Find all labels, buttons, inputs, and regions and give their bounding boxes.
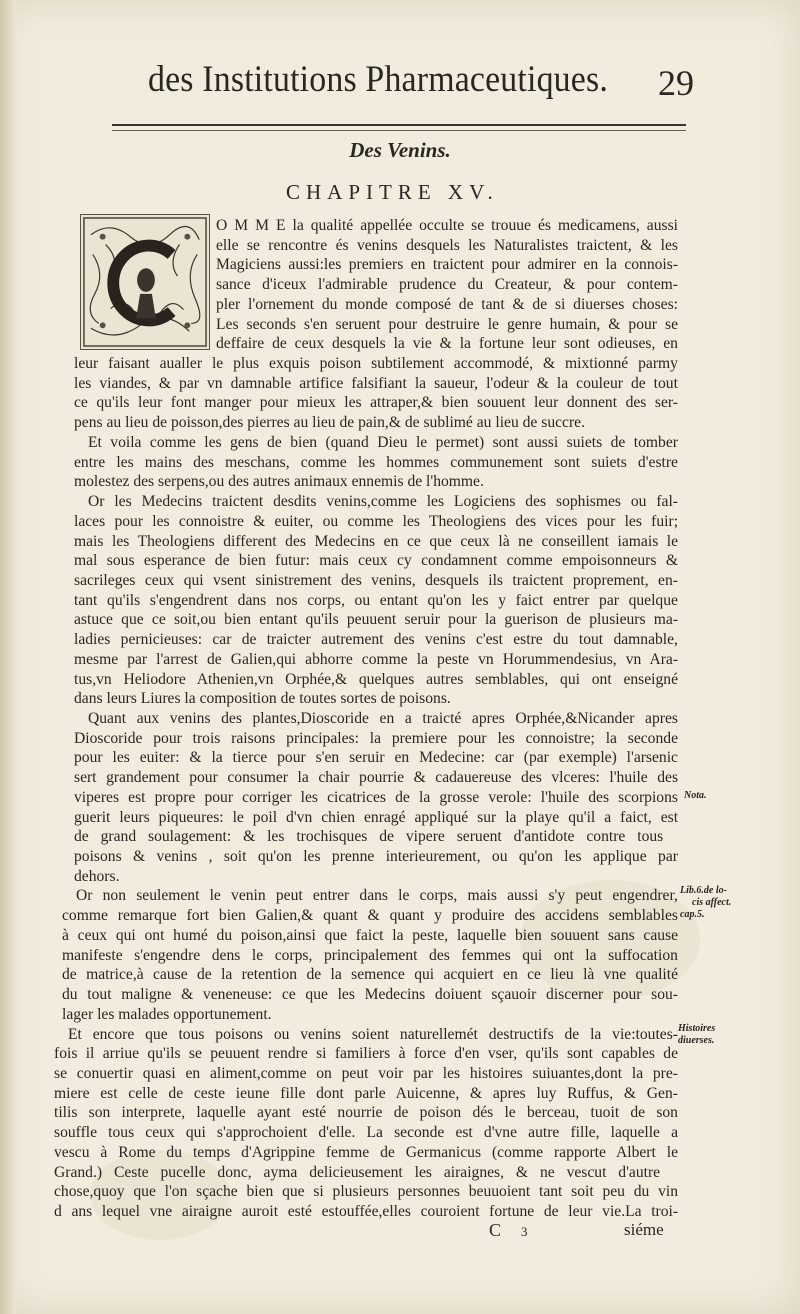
text-line: lager les malades opportunement. — [62, 1005, 272, 1023]
text-line: dans leurs Liures la composition de toutes sortes de poisons. — [74, 690, 451, 708]
text-line: elle se rencontre és venins desquels les Naturalistes traictent, & les — [216, 236, 678, 254]
text-line: se conuertir quasi en aliment,comme on peut voir par les histoires suiuantes,dont la pre- — [54, 1064, 678, 1082]
page-gutter-edge — [0, 0, 16, 1314]
text-line: sert grandement pour consumer la chair pourrie & cadauereuse des vlceres: l'huile des — [74, 769, 679, 787]
text-line: laces pour les connoistre & euiter, ou comme les Theologiens des vices pour les fuir; — [74, 512, 679, 530]
text-line: Or les Medecins traictent desdits venins,comme les Logiciens des sophismes ou fal- — [88, 493, 679, 511]
text-line: Et voila comme les gens de bien (quand Dieu le permet) sont aussi suiets de tomber — [88, 433, 678, 451]
margin-note-histoires-2: diuerses. — [678, 1035, 715, 1046]
section-title: Des Venins. — [349, 138, 451, 162]
text-line: Or non seulement le venin peut entrer dans le corps, mais aussi s'y peut engendrer, — [76, 887, 678, 905]
catchword: siéme — [624, 1220, 664, 1239]
text-line: mais les Theologiens different des Medecins en ce que ceux là ne conseillent iamais le — [74, 532, 679, 550]
margin-note-histoires-1: Histoires — [678, 1023, 716, 1034]
text-line: pens au lieu de poisson,des pierres au lieu de pain,& de sublimé au lieu de succre. — [74, 414, 585, 432]
text-line: manifeste s'engendre dens le corps, principalement des femmes qui ont la suffocation — [62, 946, 678, 964]
margin-note-nota: Nota. — [684, 790, 707, 801]
text-line: ce qu'ils leur font manger pour mieux les attraper,& bien souuent leur donnent des ser- — [74, 394, 678, 412]
text-line: deffaire de ceux desquels la vie & la fortune leur sont odieuses, en — [216, 335, 678, 353]
text-line: Les seconds s'en seruent pour destruire le genre humain, & pour se — [216, 315, 678, 333]
text-line: de matrice,à cause de la retention de la semence qui acquiert en ce lieu là vne qualité — [62, 966, 678, 984]
text-line: tus,vn Heliodore Athenien,vn Orphée,& quelques autres semblables, qui ont enseigné — [74, 670, 679, 688]
text-line: Et encore que tous poisons ou venins soient naturellemét destructifs de la vie:toutes- — [68, 1025, 678, 1043]
text-line: sacrileges ceux qui vsent sinistrement des venins, desquels ils traictent proprement, en- — [74, 571, 678, 589]
text-line: mal sous esperance de bien futur: mais ceux cy condamnent comme empoisonneurs & — [74, 552, 678, 570]
text-line: comme remarque fort bien Galien,& quant & quant y produire des accidens semblables — [62, 907, 678, 925]
text-line: de grand soulagement: & les trochisques de vipere seruent d'antidote contre tous — [74, 828, 664, 846]
text-line: mesme par l'arrest de Galien,qui abhorre comme la peste vn Horummendesius, vn Ara- — [74, 650, 679, 668]
signature-number: 3 — [521, 1224, 528, 1239]
text-line: ladies pernicieuses: car de traicter autrement des venins c'est estre du tout damnable, — [74, 631, 678, 649]
signature-mark — [489, 1220, 528, 1241]
text-line: Grand.) Ceste pucelle donc, ayma delicieusement les airaignes, & ne vescut d'autre — [54, 1163, 661, 1181]
margin-note-reference-2: cis affect. — [692, 897, 732, 908]
header-rule — [112, 124, 686, 126]
margin-note-reference-1: Lib.6.de lo- — [680, 885, 727, 896]
ornamental-initial-art — [81, 215, 209, 349]
header-rule-thin — [112, 130, 686, 131]
text-line: pour les euiter: & la tierce pour s'en seruir en Medecine: car (par exemple) l'arsenic — [74, 749, 678, 767]
text-line: d ans lequel vne airaigne auroit esté estouffée,elles couroient fortune de leur vie.La troi- — [54, 1203, 679, 1220]
text-line: Dioscoride pour trois raisons principales: la premiere pour les connoistre; la seconde — [74, 729, 678, 747]
text-line: viperes est propre pour corriger les cicatrices de la grosse verole: l'huile des scorpions — [74, 788, 678, 806]
text-line: guerit leurs piqueures: le poil d'vn chien enragé appliqué sur la playe qu'il a faict, est — [74, 808, 679, 826]
text-line: miere est celle de ceste ieune fille dont parle Auicenne, & apres luy Ruffus, & Gen- — [54, 1084, 678, 1102]
text-line: tant qu'ils s'engendrent dans nos corps, ou entant qu'on les y faict entrer par quelque — [74, 591, 678, 609]
page-number: 29 — [658, 63, 694, 103]
chapter-title: CHAPITRE XV. — [286, 180, 499, 204]
text-line: pler l'ornement du monde composé de tant & de si diuerses choses: — [216, 295, 678, 313]
ornamental-initial — [80, 214, 210, 350]
text-line: du tout maligne & veneneuse: ce que les Medecins doiuent sçauoir discerner pour sou- — [62, 986, 678, 1004]
text-line: leur faisant aualler le plus exquis poison subtilement accommodé, & mixtionné parmy — [74, 355, 678, 373]
text-line: sance d'iceux l'admirable prudence du Createur, & pour contem- — [216, 276, 678, 294]
running-title: des Institutions Pharmaceutiques. — [148, 59, 609, 100]
text-line: astuce que ce soit,ou bien entant qu'ils peuuent seruir pour la guerison de plusieurs ma- — [74, 611, 679, 629]
signature-letter: C — [489, 1220, 502, 1240]
margin-note-reference-3: cap.5. — [680, 909, 705, 920]
text-line: dehors. — [74, 867, 120, 885]
text-line: molestez des serpens,ou des autres animaux ennemis de l'homme. — [74, 473, 484, 491]
text-line: Quant aux venins des plantes,Dioscoride en a traicté apres Orphée,&Nicander apres — [88, 710, 678, 727]
text-line: fois il arriue qu'ils se peuuent rendre si familiers à force d'en vser, qu'ils sont capables de — [54, 1045, 679, 1063]
text-line: les viandes, & par vn damnable artifice falsifiant la saueur, l'odeur & la couleur de tout — [74, 374, 678, 392]
text-line: à ceux qui ont humé du poison,ainsi que faict la peste, laquelle bien souuent sans cause — [62, 926, 679, 944]
text-line: poisons & venins , soit qu'on les prenne interieurement, ou qu'on les applique par — [74, 848, 678, 866]
text-line: Magiciens aussi:les premiers en traictent pour admirer en la connois- — [216, 256, 679, 274]
text-line: entre les mains des meschans, comme les hommes communement sont suiets d'estre — [74, 453, 678, 471]
text-line: O M M E la qualité appellée occulte se trouue és medicamens, aussi — [216, 217, 678, 234]
text-line: souffle tous ceux qui s'approchoient d'elle. La seconde est d'vne autre fille, laquelle a — [54, 1124, 679, 1142]
text-line: vescu à Rome du temps d'Agrippine femme de Germanicus (comme rapporte Albert le — [54, 1143, 678, 1161]
text-line: chose,quoy que l'on sçache bien que si plusieurs personnes beuuoient tant soit peu du vin — [54, 1183, 679, 1201]
text-line: tilis son interprete, laquelle ayant esté nourrie de poison dés le berceau, tuoit de son — [54, 1104, 678, 1122]
